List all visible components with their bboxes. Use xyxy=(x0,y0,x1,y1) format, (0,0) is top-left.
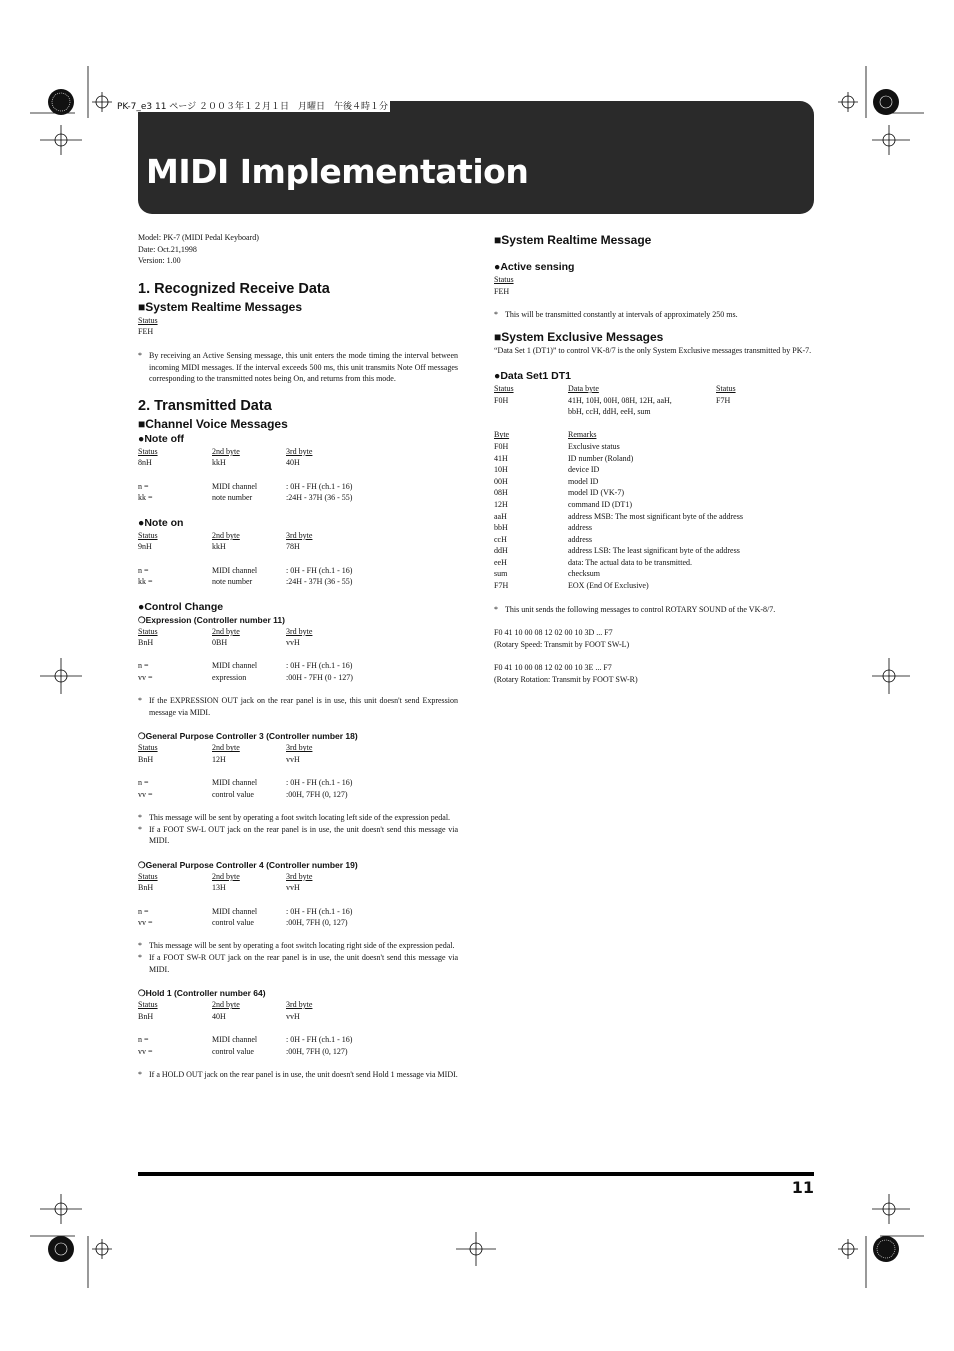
note: * If a HOLD OUT jack on the rear panel is in use, the unit doesn't send Hold 1 message via MIDI. xyxy=(138,1069,458,1079)
table-row: n = MIDI channel : 0H - FH (ch.1 - 16) xyxy=(138,661,353,671)
paragraph: “Data Set 1 (DT1)” to control VK-8/7 is the only System Exclusive messages transmitted by PK-7. xyxy=(494,346,812,356)
note: * If the EXPRESSION OUT jack on the rear panel is in use, this unit doesn't send Expression message via MIDI. xyxy=(138,696,458,717)
table-row: BnH 13H vvH xyxy=(138,883,300,893)
controller-heading: ❍General Purpose Controller 4 (Controller number 19) xyxy=(138,859,358,870)
section-heading: 1. Recognized Receive Data xyxy=(138,280,330,297)
table-row: vv = expression :00H - 7FH (0 - 127) xyxy=(138,673,353,683)
document-meta xyxy=(138,232,458,267)
table-header: Status 2nd byte 3rd byte xyxy=(138,871,313,881)
controller-heading: ❍Expression (Controller number 11) xyxy=(138,614,285,625)
table-row: n = MIDI channel : 0H - FH (ch.1 - 16) xyxy=(138,778,353,788)
table-row: n = MIDI channel : 0H - FH (ch.1 - 16) xyxy=(138,565,353,575)
sysex-message-code: F0 41 10 00 08 12 02 00 10 3E ... F7 xyxy=(494,663,612,673)
footer-rule xyxy=(138,1172,814,1176)
table-row: ddH address LSB: The least significant byte of the address xyxy=(494,546,740,556)
note-text: By receiving an Active Sensing message, this unit enters the mode timing the interval between incoming MIDI messages. If the interval exceeds 500 ms, this unit transmits Note Off messages corresponding to the transmitted notes being On, and returns from this mode. xyxy=(149,350,458,384)
table-header: Status 2nd byte 3rd byte xyxy=(138,743,313,753)
subsection-heading: ■System Realtime Messages xyxy=(138,299,302,314)
sysex-message-description: (Rotary Rotation: Transmit by FOOT SW-R) xyxy=(494,675,638,685)
message-heading: ●Data Set1 DT1 xyxy=(494,369,571,382)
table-row: ccH address xyxy=(494,534,592,544)
table-row: vv = control value :00H, 7FH (0, 127) xyxy=(138,1046,348,1056)
table-row: BnH 0BH vvH xyxy=(138,638,300,648)
table-row: kk = note number :24H - 37H (36 - 55) xyxy=(138,493,353,503)
table-row: n = MIDI channel : 0H - FH (ch.1 - 16) xyxy=(138,1034,353,1044)
page-title: MIDI Implementation xyxy=(146,152,529,191)
table-header: Status 2nd byte 3rd byte xyxy=(138,1000,313,1010)
table-row: sum checksum xyxy=(494,569,600,579)
table-row: BnH 40H vvH xyxy=(138,1011,300,1021)
message-heading: ●Control Change xyxy=(138,600,224,613)
message-heading: ●Note on xyxy=(138,516,184,529)
note: * This unit sends the following messages to control ROTARY SOUND of the VK-8/7. xyxy=(494,604,776,614)
print-header: PK-7_e3 11 ページ ２００３年１２月１日 月曜日 午後４時１分 xyxy=(115,99,390,112)
table-row: F0H Exclusive status xyxy=(494,441,620,451)
table-header: Status 2nd byte 3rd byte xyxy=(138,626,313,636)
table-row: bbH, ccH, ddH, eeH, sum xyxy=(568,407,651,417)
section-heading: 2. Transmitted Data xyxy=(138,397,272,414)
table-row: n = MIDI channel : 0H - FH (ch.1 - 16) xyxy=(138,906,353,916)
note: * This message will be sent by operating a foot switch locating left side of the expression pedal. xyxy=(138,813,451,822)
table-row: 8nH kkH 40H xyxy=(138,458,300,468)
subsection-heading: ■System Exclusive Messages xyxy=(494,330,664,345)
table-row: 00H model ID xyxy=(494,476,599,486)
note: * This message will be sent by operating a foot switch locating right side of the expression pedal. xyxy=(138,941,455,951)
table-header: Byte Remarks xyxy=(494,430,597,440)
table-row: 08H model ID (VK-7) xyxy=(494,488,624,498)
right-column xyxy=(494,232,814,686)
message-heading: ●Active sensing xyxy=(494,261,575,273)
table-row: eeH data: The actual data to be transmitted. xyxy=(494,557,693,567)
left-column xyxy=(138,232,458,1080)
sysex-message-code: F0 41 10 00 08 12 02 00 10 3D ... F7 xyxy=(494,628,613,638)
table-row: aaH address MSB: The most significant byte of the address xyxy=(494,511,743,521)
table-row: 41H ID number (Roland) xyxy=(494,453,634,463)
status-header: Status xyxy=(494,275,514,284)
table-row: vv = control value :00H, 7FH (0, 127) xyxy=(138,789,348,799)
status-header: Status xyxy=(138,315,158,325)
table-header: Status Data byte Status xyxy=(494,383,736,393)
table-row: 9nH kkH 78H xyxy=(138,542,300,552)
meta-model: Model: PK-7 (MIDI Pedal Keyboard) xyxy=(138,233,259,242)
table-row: F7H EOX (End Of Exclusive) xyxy=(494,581,649,591)
table-row: kk = note number :24H - 37H (36 - 55) xyxy=(138,577,353,587)
status-value: FEH xyxy=(494,286,510,296)
controller-heading: ❍General Purpose Controller 3 (Controller number 18) xyxy=(138,731,358,742)
sysex-message-description: (Rotary Speed: Transmit by FOOT SW-L) xyxy=(494,639,630,649)
subsection-heading: ■Channel Voice Messages xyxy=(138,416,288,431)
table-row: vv = control value :00H, 7FH (0, 127) xyxy=(138,918,348,928)
table-header: Status 2nd byte 3rd byte xyxy=(138,446,313,456)
note: * If a FOOT SW-L OUT jack on the rear panel is in use, the unit doesn't send this message via MIDI. xyxy=(138,824,458,846)
note: * If a FOOT SW-R OUT jack on the rear panel is in use, the unit doesn't send this message via MIDI. xyxy=(138,952,458,974)
message-heading: ●Note off xyxy=(138,432,184,445)
table-row: 10H device ID xyxy=(494,465,600,475)
meta-date: Date: Oct.21,1998 xyxy=(138,244,197,254)
table-header: Status 2nd byte 3rd byte xyxy=(138,530,313,540)
table-row: F0H 41H, 10H, 00H, 08H, 12H, aaH, F7H xyxy=(494,395,731,405)
table-row: n = MIDI channel : 0H - FH (ch.1 - 16) xyxy=(138,481,353,491)
meta-version: Version: 1.00 xyxy=(138,256,181,266)
controller-heading: ❍Hold 1 (Controller number 64) xyxy=(138,988,266,999)
page-number: 11 xyxy=(791,1178,814,1197)
status-value: FEH xyxy=(138,327,154,337)
table-row: BnH 12H vvH xyxy=(138,755,300,765)
subsection-heading: ■System Realtime Message xyxy=(494,233,652,247)
table-row: 12H command ID (DT1) xyxy=(494,499,632,509)
table-row: bbH address xyxy=(494,523,592,533)
note: * This will be transmitted constantly at intervals of approximately 250 ms. xyxy=(494,309,738,319)
note: * By receiving an Active Sensing message, this unit enters the mode timing the interval between incoming MIDI messages. If the interval exceeds 500 ms, this unit transmits Note Off messages corresponding to the transmitted notes being On, and returns from this mode. xyxy=(138,350,458,384)
